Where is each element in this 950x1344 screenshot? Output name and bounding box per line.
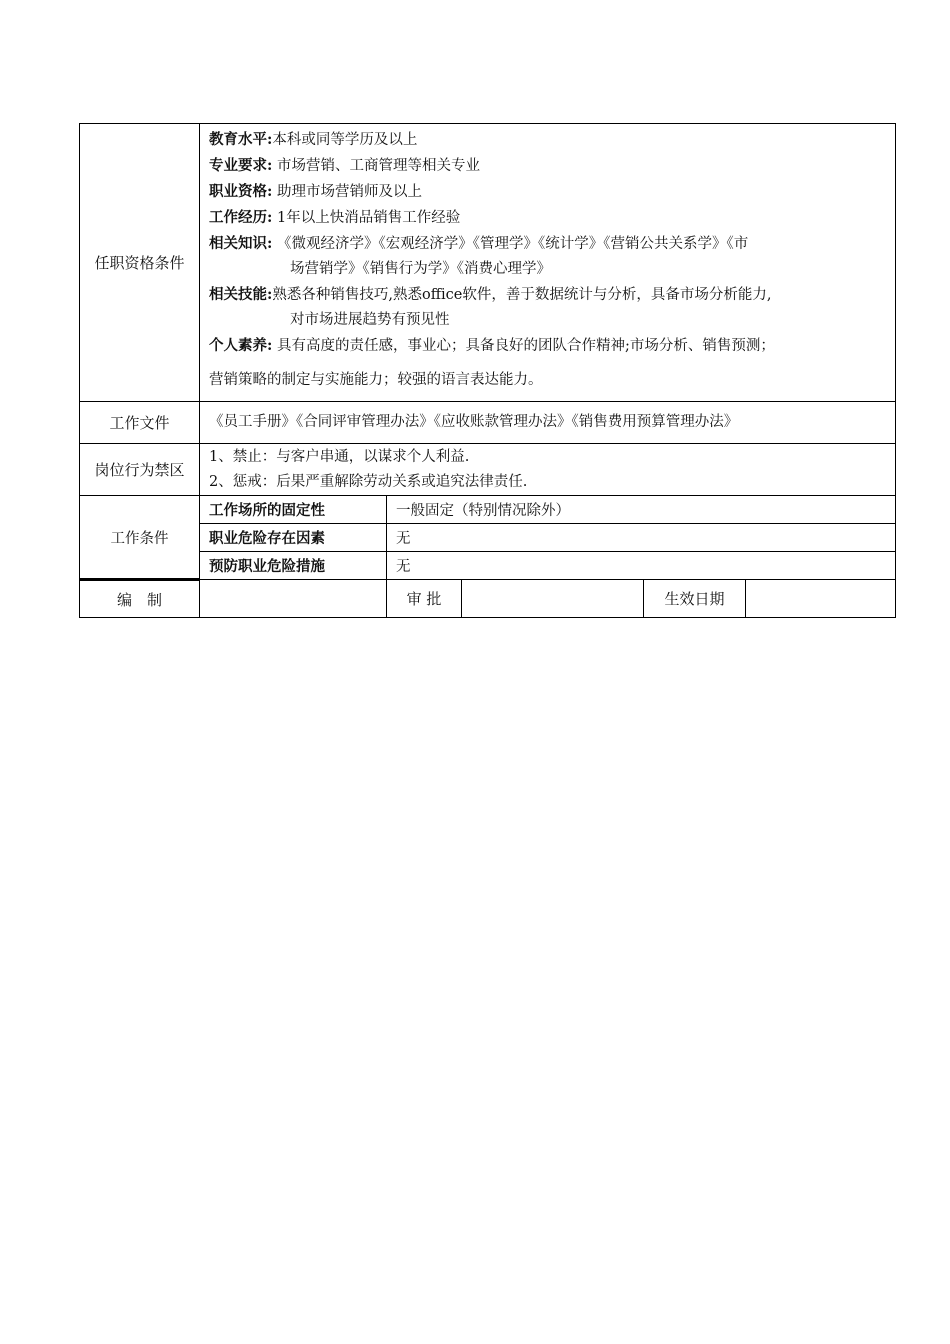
approve-label: 审 批 bbox=[387, 580, 462, 618]
education-line bbox=[200, 127, 895, 153]
knowledge-value: 《微观经济学》《宏观经济学》《管理学》《统计学》《营销公共关系学》《市 bbox=[272, 236, 749, 252]
condition-value: 无 bbox=[387, 524, 896, 552]
certificate-label: 职业资格: bbox=[209, 183, 273, 200]
conditions-row-3 bbox=[80, 552, 896, 580]
qualifications-row bbox=[80, 124, 896, 402]
certificate-line bbox=[200, 179, 895, 205]
qualifications-content bbox=[200, 124, 896, 402]
effective-date-label: 生效日期 bbox=[644, 580, 746, 618]
condition-label: 职业危险存在因素 bbox=[200, 524, 387, 552]
experience-value: 1年以上快消品销售工作经验 bbox=[272, 210, 461, 226]
knowledge-line bbox=[200, 231, 895, 257]
documents-header: 工作文件 bbox=[80, 402, 200, 444]
quality-line bbox=[200, 333, 895, 359]
major-value: 市场营销、工商管理等相关专业 bbox=[272, 158, 480, 174]
education-label: 教育水平: bbox=[209, 131, 273, 148]
skills-line bbox=[200, 282, 895, 308]
experience-label: 工作经历: bbox=[209, 209, 273, 226]
condition-label: 预防职业危险措施 bbox=[200, 552, 387, 580]
conditions-header: 工作条件 bbox=[80, 496, 200, 580]
compile-field[interactable] bbox=[200, 580, 387, 618]
knowledge-value-continued: 场营销学》《销售行为学》《消费心理学》 bbox=[290, 261, 551, 277]
job-description-table bbox=[79, 123, 895, 618]
prohibitions-header: 岗位行为禁区 bbox=[80, 444, 200, 496]
signoff-row bbox=[80, 580, 896, 618]
prohibition-line-1: 1、禁止：与客户串通，以谋求个人利益. bbox=[209, 448, 470, 465]
major-line bbox=[200, 153, 895, 179]
skills-value: 熟悉各种销售技巧,熟悉office软件，善于数据统计与分析，具备市场分析能力, bbox=[272, 287, 772, 303]
prohibition-line-2: 2、惩戒：后果严重解除劳动关系或追究法律责任. bbox=[209, 473, 528, 490]
knowledge-label: 相关知识: bbox=[209, 235, 273, 252]
certificate-value: 助理市场营销师及以上 bbox=[272, 184, 422, 200]
experience-line bbox=[200, 205, 895, 231]
skills-label: 相关技能: bbox=[209, 286, 273, 303]
documents-value: 《员工手册》《合同评审管理办法》《应收账款管理办法》《销售费用预算管理办法》 bbox=[200, 402, 896, 444]
major-label: 专业要求: bbox=[209, 157, 273, 174]
quality-value: 具有高度的责任感，事业心；具备良好的团队合作精神;市场分析、销售预测； bbox=[272, 338, 775, 354]
qualifications-header: 任职资格条件 bbox=[80, 124, 200, 402]
skills-value-continued: 对市场进展趋势有预见性 bbox=[290, 312, 450, 328]
condition-value: 无 bbox=[387, 552, 896, 580]
condition-label: 工作场所的固定性 bbox=[200, 496, 387, 524]
conditions-row-2 bbox=[80, 524, 896, 552]
education-value: 本科或同等学历及以上 bbox=[272, 132, 418, 148]
compile-label: 编 制 bbox=[80, 580, 200, 618]
effective-date-field[interactable] bbox=[746, 580, 896, 618]
approve-field[interactable] bbox=[462, 580, 644, 618]
documents-row bbox=[80, 402, 896, 444]
quality-label: 个人素养: bbox=[209, 337, 273, 354]
conditions-row-1 bbox=[80, 496, 896, 524]
quality-value-continued: 营销策略的制定与实施能力；较强的语言表达能力。 bbox=[209, 372, 543, 388]
prohibitions-content bbox=[200, 444, 896, 496]
condition-value: 一般固定（特别情况除外） bbox=[387, 496, 896, 524]
prohibitions-row bbox=[80, 444, 896, 496]
